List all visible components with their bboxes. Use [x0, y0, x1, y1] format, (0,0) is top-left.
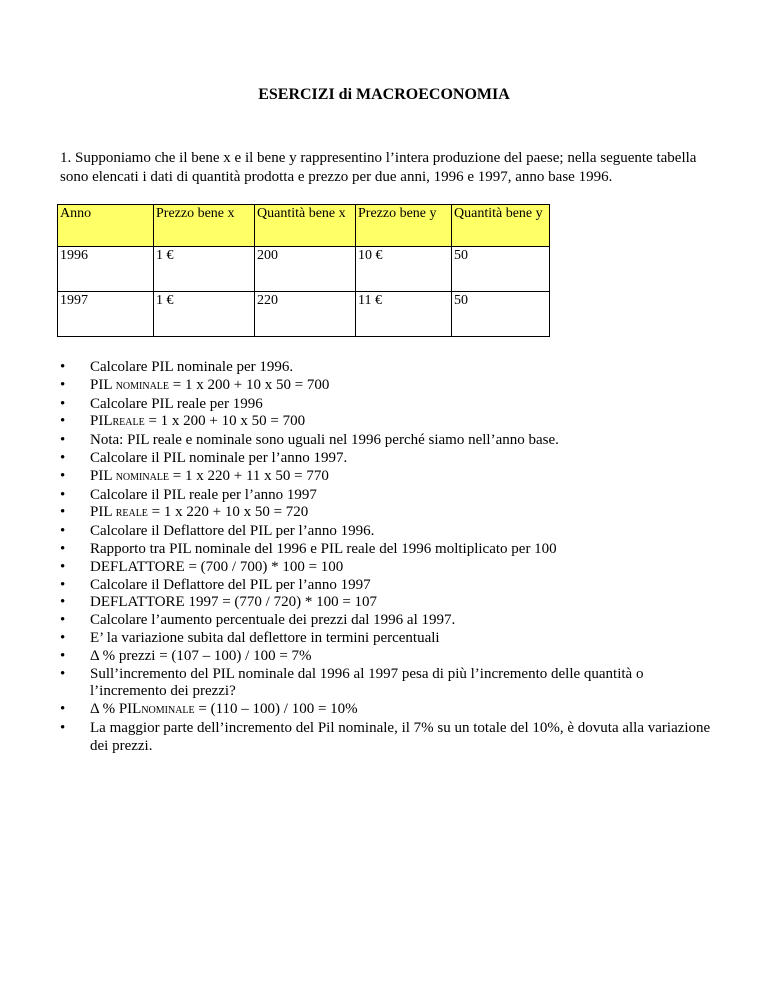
- bullet-icon: •: [60, 701, 66, 718]
- table-row: [58, 292, 550, 337]
- bullet-icon: •: [60, 432, 66, 449]
- header-anno: Anno: [58, 205, 154, 247]
- list-item: • Calcolare il PIL nominale per l’anno 1997.: [60, 449, 348, 466]
- table-cell: 1 €: [154, 292, 255, 337]
- list-item: • DEFLATTORE 1997 = (770 / 720) * 100 = 107: [60, 594, 378, 611]
- list-item: • Δ % PILNOMINALE = (110 – 100) / 100 = 10%: [60, 701, 358, 718]
- list-item: • La maggior parte dell’incremento del Pil nominale, il 7% su un totale del 10%, è dovuta alla variazione dei prezzi.: [60, 719, 711, 754]
- list-item: • Rapporto tra PIL nominale del 1996 e PIL reale del 1996 moltiplicato per 100: [60, 540, 557, 557]
- bullet-list: [60, 359, 720, 756]
- bullet-icon: •: [60, 486, 66, 503]
- bullet-icon: •: [60, 594, 66, 611]
- bullet-icon: •: [60, 376, 66, 393]
- table-cell: 1996: [58, 247, 154, 292]
- header-quantita-x: Quantità bene x: [255, 205, 356, 247]
- table-cell: 11 €: [356, 292, 452, 337]
- bullet-icon: •: [60, 540, 66, 557]
- table-cell: 1997: [58, 292, 154, 337]
- bullet-icon: •: [60, 558, 66, 575]
- list-item: • PIL NOMINALE = 1 x 220 + 11 x 50 = 770: [60, 467, 329, 484]
- document-title: ESERCIZI di MACROECONOMIA: [258, 86, 510, 103]
- table-header-row: [58, 205, 550, 247]
- list-item: • PIL REALE = 1 x 220 + 10 x 50 = 720: [60, 504, 309, 521]
- header-prezzo-x: Prezzo bene x: [154, 205, 255, 247]
- list-item: • Calcolare l’aumento percentuale dei prezzi dal 1996 al 1997.: [60, 612, 456, 629]
- bullet-icon: •: [60, 395, 66, 412]
- list-item: • E’ la variazione subita dal deflettore in termini percentuali: [60, 629, 440, 646]
- bullet-icon: •: [60, 665, 66, 682]
- bullet-icon: •: [60, 719, 66, 736]
- bullet-icon: •: [60, 612, 66, 629]
- list-item: • PIL NOMINALE = 1 x 200 + 10 x 50 = 700: [60, 376, 330, 393]
- bullet-icon: •: [60, 359, 66, 375]
- list-item: • Sull’incremento del PIL nominale dal 1996 al 1997 pesa di più l’incremento delle quantità o l’incremento dei prezzi?: [60, 665, 644, 700]
- bullet-icon: •: [60, 413, 66, 430]
- intro-paragraph: 1. Supponiamo che il bene x e il bene y rappresentino l’intera produzione del paese; nella seguente tabella sono elencati i dati di quantità prodotta e prezzo per due anni, 1996 e 1997, anno base 1996.: [60, 150, 697, 185]
- header-prezzo-y: Prezzo bene y: [356, 205, 452, 247]
- bullet-icon: •: [60, 576, 66, 593]
- list-item: • Calcolare PIL nominale per 1996.: [60, 359, 294, 375]
- bullet-icon: •: [60, 647, 66, 664]
- table-cell: 200: [255, 247, 356, 292]
- bullet-icon: •: [60, 523, 66, 540]
- table-cell: 10 €: [356, 247, 452, 292]
- list-item: • Calcolare il Deflattore del PIL per l’anno 1996.: [60, 523, 375, 540]
- list-item: • Calcolare il Deflattore del PIL per l’anno 1997: [60, 576, 371, 593]
- header-quantita-y: Quantità bene y: [452, 205, 550, 247]
- table-cell: 1 €: [154, 247, 255, 292]
- data-table: [57, 204, 550, 337]
- table-row: [58, 247, 550, 292]
- table-cell: 50: [452, 247, 550, 292]
- bullet-icon: •: [60, 449, 66, 466]
- bullet-icon: •: [60, 467, 66, 484]
- list-item: • Calcolare il PIL reale per l’anno 1997: [60, 486, 317, 503]
- table-cell: 220: [255, 292, 356, 337]
- bullet-icon: •: [60, 504, 66, 521]
- list-item: • Δ % prezzi = (107 – 100) / 100 = 7%: [60, 647, 312, 664]
- table-cell: 50: [452, 292, 550, 337]
- list-item: • DEFLATTORE = (700 / 700) * 100 = 100: [60, 558, 344, 575]
- list-item: • Calcolare PIL reale per 1996: [60, 395, 263, 412]
- list-item: • Nota: PIL reale e nominale sono uguali nel 1996 perché siamo nell’anno base.: [60, 432, 559, 449]
- bullet-icon: •: [60, 629, 66, 646]
- list-item: • PILREALE = 1 x 200 + 10 x 50 = 700: [60, 413, 306, 430]
